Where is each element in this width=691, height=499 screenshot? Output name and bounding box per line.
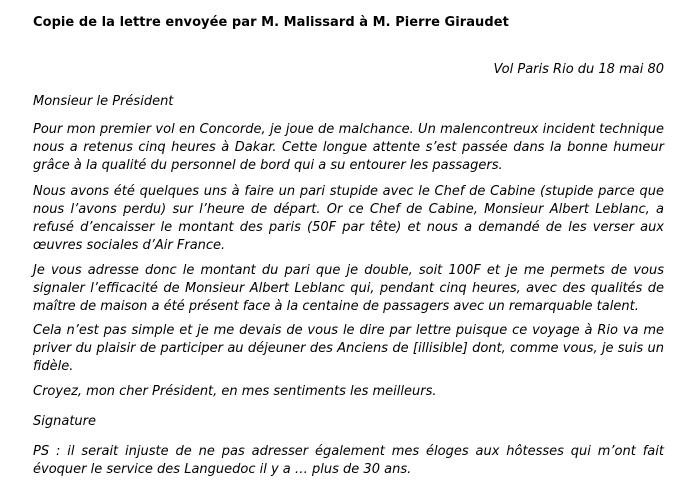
salutation: Monsieur le Président	[33, 94, 174, 109]
paragraph-2: Nous avons été quelques uns à faire un pari stupide avec le Chef de Cabine (stupide parce que nous l’avons perdu) sur l’heure de départ. Or ce Chef de Cabine, Monsieur Albert Leblanc, a refusé d’encaisser le montant des paris (50F par tête) et nous a demandé de les verser aux œuvres sociales d’Air France.	[33, 184, 664, 253]
postscript: PS : il serait injuste de ne pas adresser également mes éloges aux hôtesses qui m’ont fait évoquer le service des Languedoc il y a … plus de 30 ans.	[33, 444, 664, 477]
paragraph-4: Cela n’est pas simple et je me devais de vous le dire par lettre puisque ce voyage à Rio va me priver du plaisir de participer au déjeuner des Anciens de [illisible] dont, comme vous, je suis un fidèle.	[33, 323, 664, 374]
document-title: Copie de la lettre envoyée par M. Malissard à M. Pierre Giraudet	[33, 15, 509, 30]
dateline: Vol Paris Rio du 18 mai 80	[493, 62, 664, 77]
signature: Signature	[33, 414, 97, 429]
paragraph-3: Je vous adresse donc le montant du pari que je double, soit 100F et je me permets de vous signaler l’efficacité de Monsieur Albert Leblanc qui, pendant cinq heures, avec des qualités de maître de maison a été présent face à la centaine de passagers avec un remarquable talent.	[33, 263, 664, 314]
closing-paragraph: Croyez, mon cher Président, en mes sentiments les meilleurs.	[33, 384, 437, 399]
paragraph-1: Pour mon premier vol en Concorde, je joue de malchance. Un malencontreux incident technique nous a retenus cinq heures à Dakar. Cette longue attente s’est passée dans la bonne humeur grâce à la qualité du personnel de bord qui a su entourer les passagers.	[33, 122, 664, 173]
